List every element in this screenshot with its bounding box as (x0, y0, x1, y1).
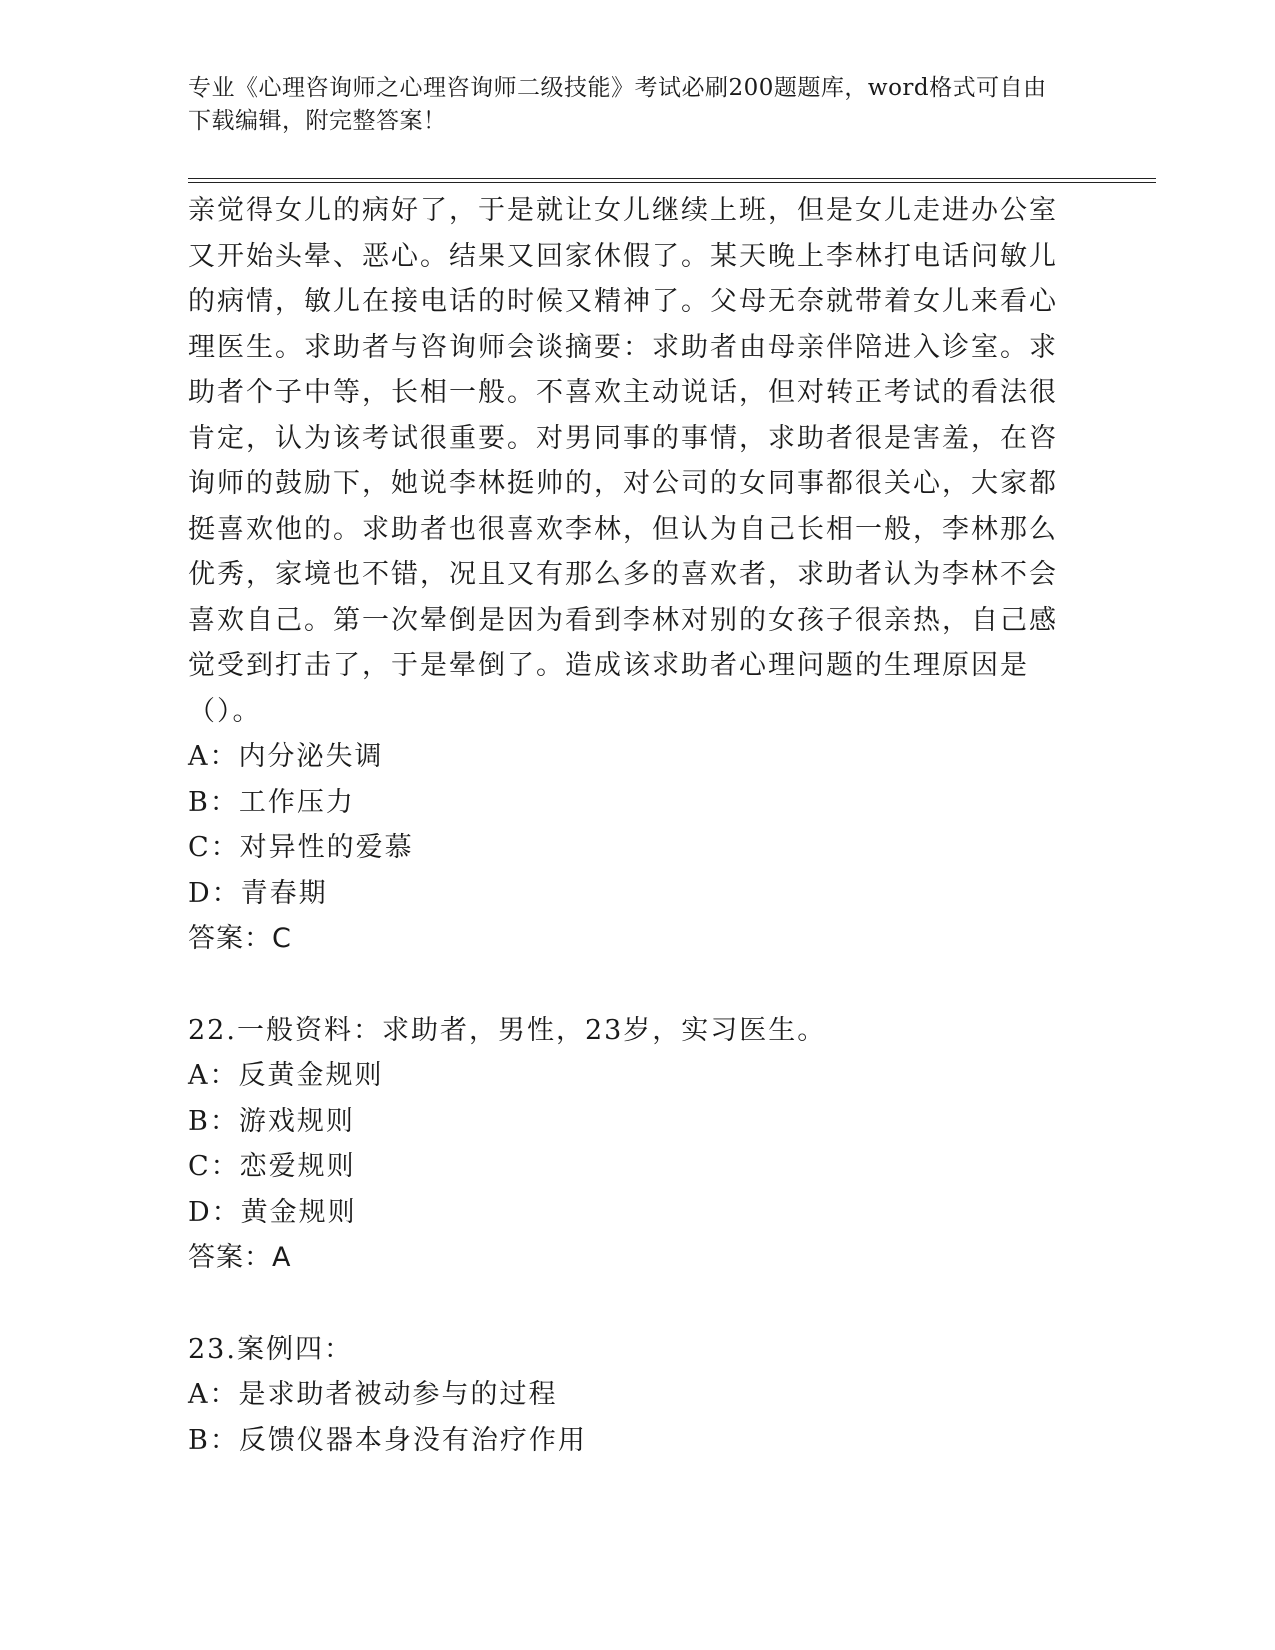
header-divider (188, 178, 1156, 183)
option-b: B：反馈仪器本身没有治疗作用 (188, 1424, 587, 1456)
option-b: B：游戏规则 (188, 1105, 355, 1137)
document-body (188, 188, 1066, 1463)
question-stem: 23.案例四： (188, 1333, 353, 1365)
option-b: B：工作压力 (188, 786, 355, 818)
option-a: A：反黄金规则 (188, 1060, 384, 1091)
question-stem: 亲觉得女儿的病好了，于是就让女儿继续上班，但是女儿走进办公室又开始头晕、恶心。结果又回家休假了。某天晚上李林打电话问敏儿的病情，敏儿在接电话的时候又精神了。父母无奈就带着女儿来看心理医生。求助者与咨询师会谈摘要：求助者由母亲伴陪进入诊室。求助者个子中等，长相一般。不喜欢主动说话，但对转正考试的看法很肯定，认为该考试很重要。对男同事的事情，求助者很是害羞，在咨询师的鼓励下，她说李林挺帅的，对公司的女同事都很关心，大家都挺喜欢他的。求助者也很喜欢李林，但认为自己长相一般，李林那么优秀，家境也不错，况且又有那么多的喜欢者，求助者认为李林不会喜欢自己。第一次晕倒是因为看到李林对别的女孩子很亲热，自己感觉受到打击了，于是晕倒了。造成该求助者心理问题的生理原因是（）。 (188, 195, 1058, 727)
answer: 答案：A (188, 1242, 292, 1273)
option-c: C：对异性的爱慕 (188, 832, 414, 863)
option-a: A：是求助者被动参与的过程 (188, 1379, 558, 1410)
spacer (188, 1281, 1066, 1327)
option-c: C：恋爱规则 (188, 1151, 356, 1182)
option-d: D：青春期 (188, 877, 328, 909)
option-a: A：内分泌失调 (188, 741, 384, 772)
question-22 (188, 1008, 1066, 1281)
question-23 (188, 1327, 1066, 1464)
spacer (188, 962, 1066, 1008)
question-21-continuation (188, 188, 1066, 962)
option-d: D：黄金规则 (188, 1196, 357, 1228)
document-header: 专业《心理咨询师之心理咨询师二级技能》考试必刷200题题库，word格式可自由下载编辑，附完整答案！ (188, 75, 1047, 134)
answer: 答案：C (188, 923, 292, 954)
question-stem: 22.一般资料：求助者，男性，23岁，实习医生。 (188, 1014, 827, 1046)
